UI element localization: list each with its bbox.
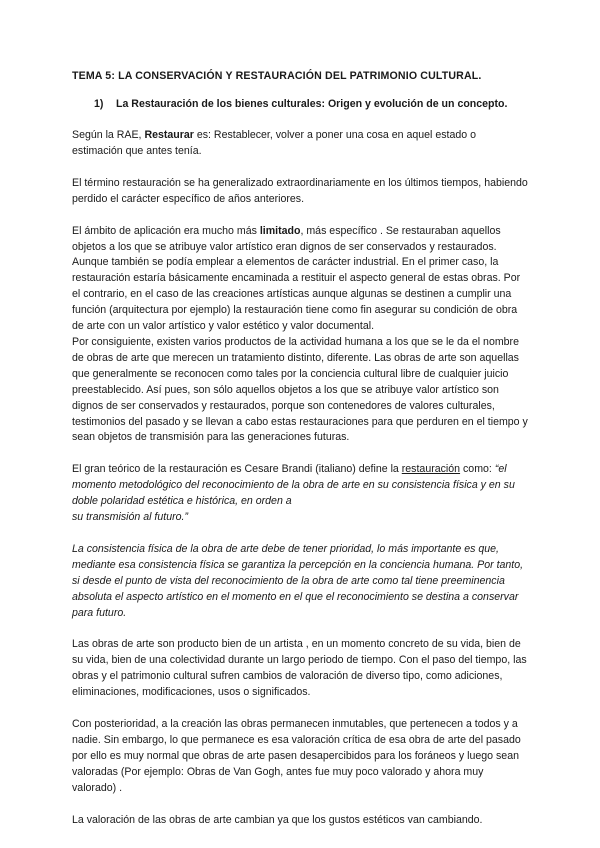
paragraph-brandi bbox=[72, 462, 528, 526]
paragraph-definition bbox=[72, 128, 528, 160]
term-limitado: limitado bbox=[259, 224, 301, 237]
paragraph-brandi-como: como: bbox=[460, 463, 495, 476]
section-heading-text: La Restauración de los bienes culturales: Origen y evolución de un concepto. bbox=[116, 98, 508, 110]
section-heading bbox=[72, 98, 528, 110]
paragraph-generalization: El término restauración se ha generalizado extraordinariamente en los últimos tiempos, habiendo perdido el carácter específico de años anteriores. bbox=[72, 176, 528, 205]
paragraph-definition-lead: Según la RAE, bbox=[72, 129, 145, 141]
paragraph-brandi-lead: El gran teórico de la restauración es Cesare Brandi (italiano) define la bbox=[72, 463, 402, 476]
paragraph-works-of-art: Por consiguiente, existen varios productos de la actividad humana a los que se le da el nombre de obras de arte que merecen un tratamiento distinto, diferente. Las obras de arte son aquellas que generalmente se reconocen como tales por la conciencia cultural libre de cualquier juicio preestablecido. Así pues, son sólo aquellos objetos a los que se atribuye valor artístico son dignos de ser conservados y restaurados, porque son contenedores de valores culturales, testimonios del pasado y se llevan a cabo estas restauraciones para que perduren en el tiempo y sean objetos de transmisión para las generaciones futuras. bbox=[72, 335, 528, 444]
paragraph-valuation-changes: Las obras de arte son producto bien de un artista , en un momento concreto de su vida, bien de su vida, bien de una colectividad durante un largo periodo de tiempo. Con el paso del tiempo, las obras y el patrimonio cultural sufren cambios de valoración de diverso tipo, como adiciones, eliminaciones, modificaciones, usos o significados. bbox=[72, 638, 527, 699]
term-restauracion: restauración bbox=[401, 463, 461, 476]
brandi-quote-part2: su transmisión al futuro.” bbox=[72, 511, 188, 524]
paragraph-scope-lead: El ámbito de aplicación era mucho más bbox=[72, 224, 260, 237]
paragraph-critical-valuation: Con posterioridad, a la creación las obras permanecen inmutables, que pertenecen a todos y a nadie. Sin embargo, lo que permanece es esa valoración crítica de esa obra de arte del pasado por ello es muy normal que obras de arte pasen desapercibidos para los foráneos y luego sean valoradas (Por ejemplo: Obras de Van Gogh, antes fue muy poco valorado y ahora muy valorado) . bbox=[72, 718, 521, 794]
paragraph-aesthetic-tastes: La valoración de las obras de arte cambian ya que los gustos estéticos van cambiando. bbox=[72, 813, 483, 826]
paragraph-definition-rest: es: Restablecer, volver a poner una cosa en aquel estado o estimación que antes tenía. bbox=[72, 129, 477, 157]
section-number: 1) bbox=[94, 98, 104, 110]
paragraph-physical-consistency: La consistencia física de la obra de arte debe de tener prioridad, lo más importante es que, mediante esa consistencia física se garantiza la percepción en la conciencia humana. Por tanto, si desde el punto de vista del reconocimiento de la obra de arte como tal tiene preeminencia absoluta el aspecto artístico en el momento en el que el reconocimiento se destina a conservar para futuro. bbox=[72, 542, 524, 619]
brandi-quote-part1: “el momento metodológico del reconocimiento de la obra de arte en su consistencia física y en su doble polaridad estética e histórica, en orden a bbox=[72, 463, 515, 508]
paragraph-scope bbox=[72, 224, 528, 335]
paragraph-scope-rest: , más específico . Se restauraban aquellos objetos a los que se atribuye valor artístico eran dignos de ser conservados y restaurados. Aunque también se podía emplear a elementos de carácter industrial. En el primer caso, la restauración estaría básicamente encaminada a restituir el aspecto general de estas obras. Por el contrario, en el caso de las creaciones artísticas aunque algunas se destinen a cumplir una función (arquitectura por ejemplo) la restauración tiene como fin asegurar su condición de obra de arte con un valor artístico y valor estético y valor documental. bbox=[72, 224, 521, 333]
document-title: TEMA 5: LA CONSERVACIÓN Y RESTAURACIÓN DEL PATRIMONIO CULTURAL. bbox=[72, 70, 482, 82]
term-restaurar: Restaurar bbox=[144, 129, 194, 141]
